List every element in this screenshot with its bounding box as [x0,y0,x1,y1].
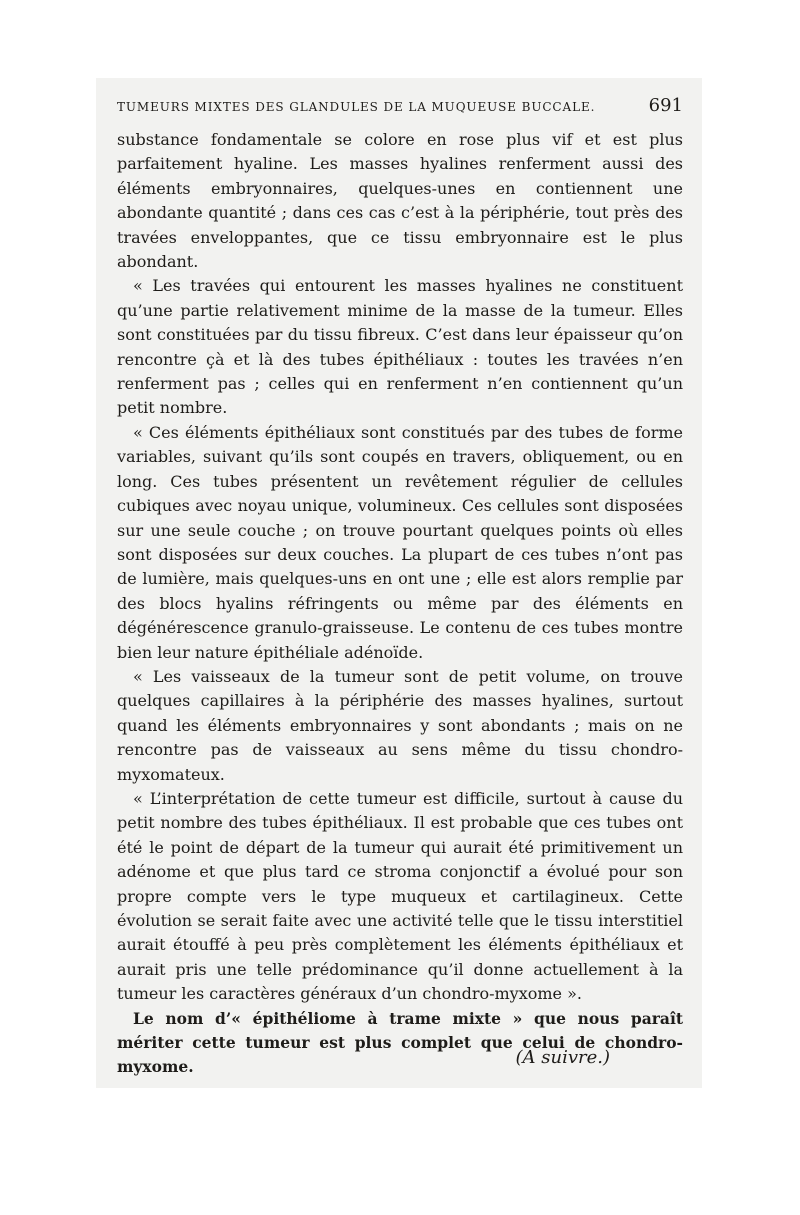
body-text [117,128,683,1080]
running-title: TUMEURS MIXTES DES GLANDULES DE LA MUQUEUSE BUCCALE. [117,100,596,114]
paragraph: « Ces éléments épithéliaux sont constitués par des tubes de forme variables, suivant qu’ils sont coupés en travers, obliquement, ou en long. Ces tubes présentent un revêtement régulier de cellules cubiques avec noyau unique, volumineux. Ces cellules sont disposées sur une seule couche ; on trouve pourtant quelques points où elles sont disposées sur deux couches. La plupart de ces tubes n’ont pas de lumière, mais quelques-uns en ont une ; elle est alors remplie par des blocs hyalins réfringents ou même par des éléments en dégénérescence granulo-graisseuse. Le contenu de ces tubes montre bien leur nature épithéliale adénoïde. [117,422,683,662]
continuation-note: (A suivre.) [515,1047,610,1068]
paragraph: « Les vaisseaux de la tumeur sont de petit volume, on trouve quelques capillaires à la périphérie des masses hyalines, surtout quand les éléments embryonnaires y sont abondants ; mais on ne rencontre pas de vaisseaux au sens même du tissu chondro-myxomateux. [117,666,683,784]
running-header [117,95,683,116]
paragraph: « Les travées qui entourent les masses hyalines ne constituent qu’une partie relativement minime de la masse de la tumeur. Elles sont constituées par du tissu fibreux. C’est dans leur épaisseur qu’on rencontre çà et là des tubes épithéliaux : toutes les travées n’en renferment pas ; celles qui en renferment n’en contiennent qu’un petit nombre. [117,276,683,418]
paragraph-continued: substance fondamentale se colore en rose plus vif et est plus parfaitement hyaline. Les masses hyalines renferment aussi des éléments embryonnaires, quelques-unes en contiennent une abondante quantité ; dans ces cas c’est à la périphérie, tout près des travées enveloppantes, que ce tissu embryonnaire est le plus abondant. [117,130,683,272]
page-number: 691 [648,95,683,116]
paragraph: « L’interprétation de cette tumeur est difficile, surtout à cause du petit nombre des tubes épithéliaux. Il est probable que ces tubes ont été le point de départ de la tumeur qui aurait été primitivement un adénome et que plus tard ce stroma conjonctif a évolué pour son propre compte vers le type muqueux et cartilagineux. Cette évolution se serait faite avec une activité telle que le tissu interstitiel aurait étouffé à peu près complètement les éléments épithéliaux et aurait pris une telle prédominance qu’il donne actuellement à la tumeur les caractères généraux d’un chondro-myxome ». [117,788,683,1004]
conclusion-paragraph: Le nom d’« épithéliome à trame mixte » que nous paraît mériter cette tumeur est plus complet que celui de chondro-myxome. [117,1008,683,1077]
